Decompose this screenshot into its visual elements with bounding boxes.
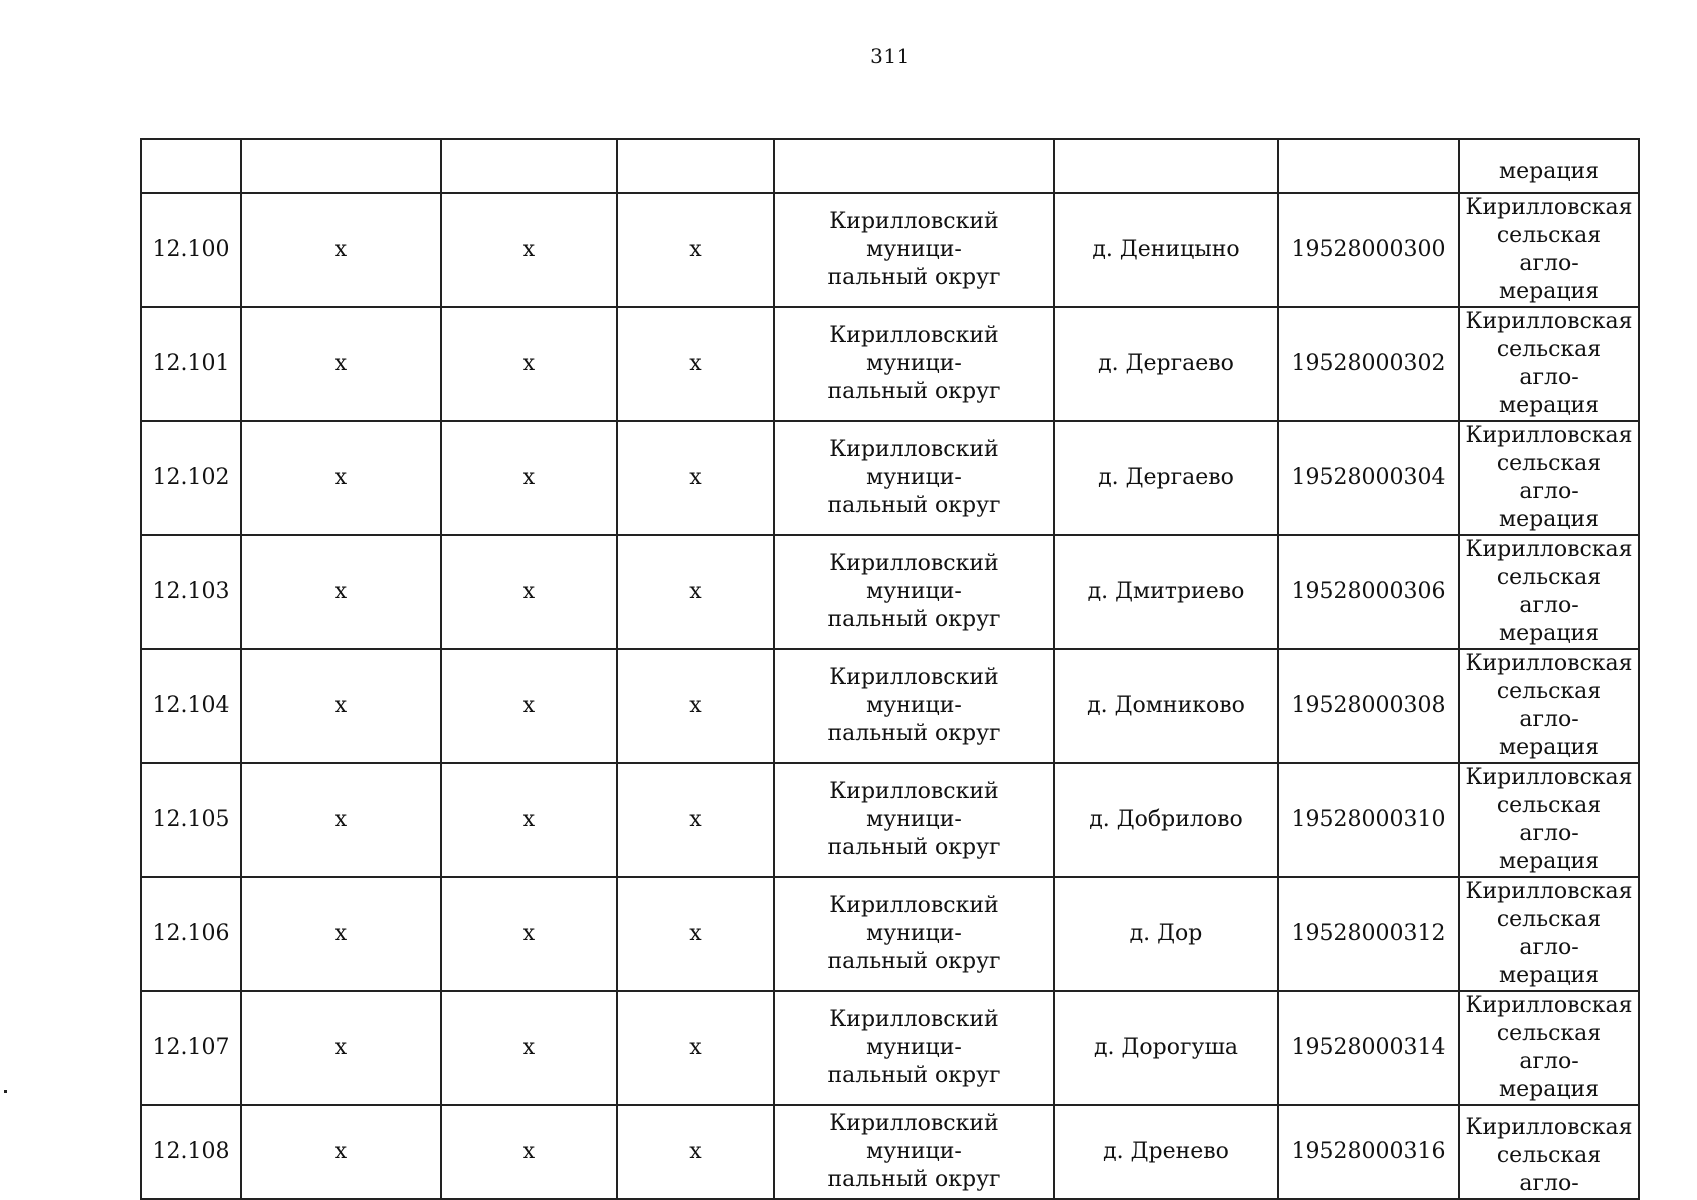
cell-district: Кирилловский муници- пальный округ xyxy=(774,307,1054,421)
cell-empty xyxy=(774,139,1054,193)
cell-col3-mark: х xyxy=(441,877,617,991)
table-row xyxy=(141,877,1639,991)
cell-row-number: 12.102 xyxy=(141,421,241,535)
cell-empty xyxy=(617,139,774,193)
cell-col2-mark: х xyxy=(241,763,441,877)
cell-district: Кирилловский муници- пальный округ xyxy=(774,421,1054,535)
cell-col4-mark: х xyxy=(617,649,774,763)
cell-agglomeration: Кирилловская сельская агло- мерация xyxy=(1459,763,1639,877)
cell-col3-mark: х xyxy=(441,763,617,877)
cell-col4-mark: х xyxy=(617,763,774,877)
cell-row-number: 12.104 xyxy=(141,649,241,763)
cell-col4-mark: х xyxy=(617,193,774,307)
cell-col2-mark: х xyxy=(241,991,441,1105)
cell-settlement: д. Добрилово xyxy=(1054,763,1278,877)
cell-col4-mark: х xyxy=(617,877,774,991)
scan-artifact-dot xyxy=(4,1090,7,1093)
cell-oktmo-code: 19528000312 xyxy=(1278,877,1459,991)
cell-row-number: 12.103 xyxy=(141,535,241,649)
cell-settlement: д. Дергаево xyxy=(1054,421,1278,535)
cell-agglomeration: Кирилловская сельская агло- мерация xyxy=(1459,877,1639,991)
cell-col3-mark: х xyxy=(441,421,617,535)
cell-col4-mark: х xyxy=(617,1105,774,1199)
cell-settlement: д. Дергаево xyxy=(1054,307,1278,421)
table-row xyxy=(141,991,1639,1105)
cell-col4-mark: х xyxy=(617,535,774,649)
cell-row-number: 12.101 xyxy=(141,307,241,421)
cell-row-number: 12.108 xyxy=(141,1105,241,1199)
cell-district: Кирилловский муници- пальный округ xyxy=(774,763,1054,877)
cell-district: Кирилловский муници- пальный округ xyxy=(774,535,1054,649)
cell-col4-mark: х xyxy=(617,421,774,535)
cell-col3-mark: х xyxy=(441,1105,617,1199)
cell-district: Кирилловский муници- пальный округ xyxy=(774,1105,1054,1199)
registry-table-body xyxy=(141,139,1639,1199)
cell-settlement: д. Дренево xyxy=(1054,1105,1278,1199)
cell-agglomeration: Кирилловская сельская агло- xyxy=(1459,1105,1639,1199)
table-row xyxy=(141,421,1639,535)
cell-col3-mark: х xyxy=(441,193,617,307)
cell-settlement: д. Домниково xyxy=(1054,649,1278,763)
cell-district: Кирилловский муници- пальный округ xyxy=(774,193,1054,307)
cell-agglomeration: Кирилловская сельская агло- мерация xyxy=(1459,421,1639,535)
table-row xyxy=(141,535,1639,649)
page-number: 311 xyxy=(870,44,910,68)
cell-empty xyxy=(141,139,241,193)
cell-oktmo-code: 19528000302 xyxy=(1278,307,1459,421)
cell-oktmo-code: 19528000314 xyxy=(1278,991,1459,1105)
cell-col3-mark: х xyxy=(441,535,617,649)
cell-settlement: д. Деницыно xyxy=(1054,193,1278,307)
cell-district: Кирилловский муници- пальный округ xyxy=(774,991,1054,1105)
cell-agglomeration: Кирилловская сельская агло- мерация xyxy=(1459,991,1639,1105)
cell-agglomeration: Кирилловская сельская агло- мерация xyxy=(1459,535,1639,649)
cell-empty xyxy=(1054,139,1278,193)
cell-oktmo-code: 19528000300 xyxy=(1278,193,1459,307)
continuation-row xyxy=(141,139,1639,193)
table-row xyxy=(141,193,1639,307)
cell-col3-mark: х xyxy=(441,991,617,1105)
cell-col4-mark: х xyxy=(617,991,774,1105)
cell-row-number: 12.106 xyxy=(141,877,241,991)
cell-oktmo-code: 19528000306 xyxy=(1278,535,1459,649)
cell-col3-mark: х xyxy=(441,649,617,763)
cell-col2-mark: х xyxy=(241,193,441,307)
cell-col2-mark: х xyxy=(241,1105,441,1199)
cell-col2-mark: х xyxy=(241,877,441,991)
cell-oktmo-code: 19528000304 xyxy=(1278,421,1459,535)
cell-settlement: д. Дорогуша xyxy=(1054,991,1278,1105)
cell-empty xyxy=(441,139,617,193)
cell-agglomeration: Кирилловская сельская агло- мерация xyxy=(1459,307,1639,421)
table-row xyxy=(141,763,1639,877)
cell-empty xyxy=(1278,139,1459,193)
cell-agglomeration: Кирилловская сельская агло- мерация xyxy=(1459,193,1639,307)
cell-row-number: 12.107 xyxy=(141,991,241,1105)
cell-col2-mark: х xyxy=(241,649,441,763)
cell-oktmo-code: 19528000316 xyxy=(1278,1105,1459,1199)
cell-oktmo-code: 19528000308 xyxy=(1278,649,1459,763)
table-row xyxy=(141,1105,1639,1199)
table-row xyxy=(141,649,1639,763)
cell-col4-mark: х xyxy=(617,307,774,421)
cell-agglomeration: Кирилловская сельская агло- мерация xyxy=(1459,649,1639,763)
cell-col2-mark: х xyxy=(241,421,441,535)
cell-col3-mark: х xyxy=(441,307,617,421)
table-row xyxy=(141,307,1639,421)
cell-agglomeration-tail: мерация xyxy=(1459,139,1639,193)
cell-col2-mark: х xyxy=(241,307,441,421)
registry-table xyxy=(140,138,1640,1200)
cell-district: Кирилловский муници- пальный округ xyxy=(774,649,1054,763)
cell-col2-mark: х xyxy=(241,535,441,649)
cell-settlement: д. Дмитриево xyxy=(1054,535,1278,649)
cell-district: Кирилловский муници- пальный округ xyxy=(774,877,1054,991)
cell-settlement: д. Дор xyxy=(1054,877,1278,991)
cell-oktmo-code: 19528000310 xyxy=(1278,763,1459,877)
cell-row-number: 12.100 xyxy=(141,193,241,307)
cell-row-number: 12.105 xyxy=(141,763,241,877)
cell-empty xyxy=(241,139,441,193)
